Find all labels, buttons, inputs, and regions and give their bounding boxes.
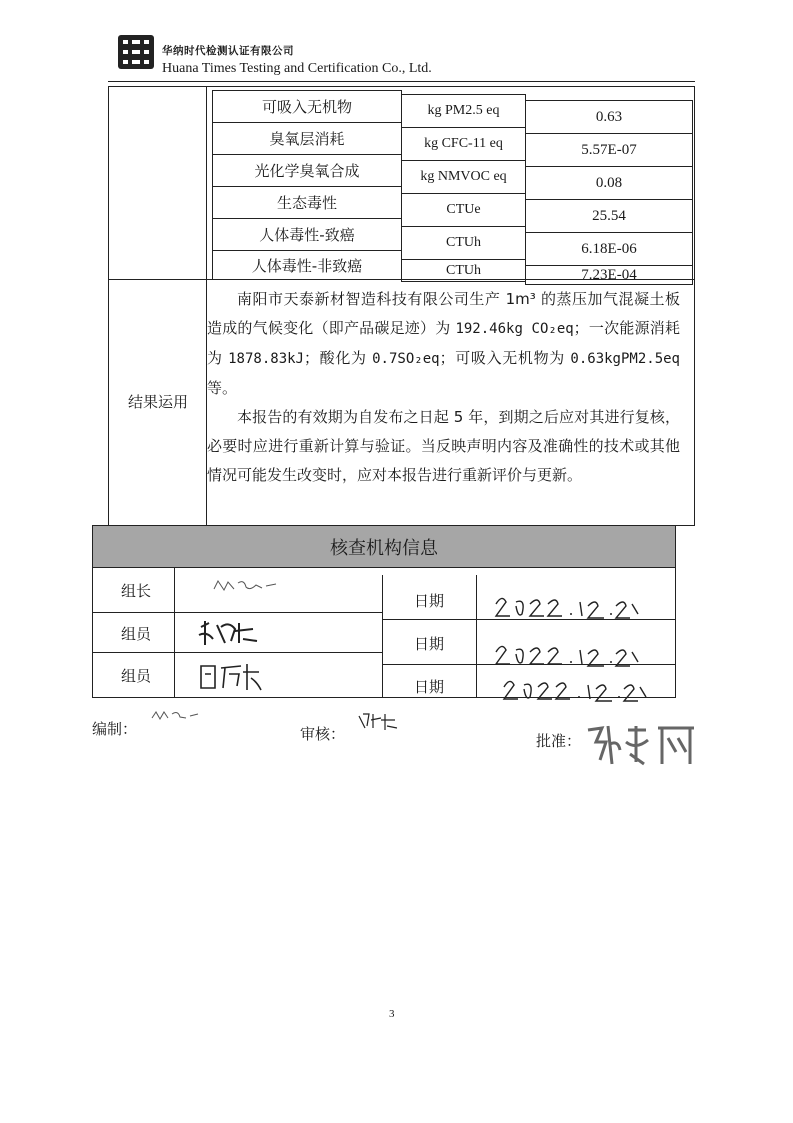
impact-category: 光化学臭氧合成 (212, 154, 402, 187)
result-text: 南阳市天泰新材智造科技有限公司生产 1m³ 的蒸压加气混凝土板造成的气候变化（即产品碳足迹）为 (207, 290, 680, 337)
leader-signature (210, 577, 280, 595)
member2-date (500, 675, 650, 705)
impact-unit: kg CFC-11 eq (401, 127, 526, 161)
review-section-title: 核查机构信息 (92, 525, 676, 568)
result-text: ；酸化为 (303, 349, 373, 367)
result-text: ；可吸入无机物为 (439, 349, 571, 367)
impact-category: 人体毒性-致癌 (212, 218, 402, 251)
acidification-value: 0.7SO₂eq (372, 351, 440, 367)
impact-value: 6.18E-06 (525, 232, 693, 266)
impact-unit: kg NMVOC eq (401, 160, 526, 194)
member1-date (492, 640, 642, 670)
header-divider (108, 81, 695, 82)
review-role: 组员 (121, 625, 152, 643)
member2-signature (195, 660, 270, 694)
reviewed-by-signature (355, 710, 400, 732)
impact-category: 人体毒性-非致癌 (212, 250, 402, 280)
reviewed-by-label: 审核： (300, 725, 346, 743)
page-number: 3 (389, 1008, 395, 1020)
result-text: 等。 (207, 379, 238, 397)
impact-unit: CTUe (401, 193, 526, 227)
inorganics-value: 0.63kgPM2.5eq (570, 351, 680, 367)
impact-category: 臭氧层消耗 (212, 122, 402, 155)
review-col-divider (382, 575, 383, 698)
result-paragraph-2: 本报告的有效期为自发布之日起 5 年，到期之后应对其进行复核，必要时应进行重新计算与验证。当反映声明内容及准确性的技术或其他情况可能发生改变时，应对本报告进行重新评价与更新。 (207, 408, 680, 484)
impact-unit: CTUh (401, 259, 526, 282)
impact-value: 7.23E-04 (525, 265, 693, 285)
review-role: 组长 (121, 582, 152, 600)
impact-value: 0.08 (525, 166, 693, 200)
review-row-divider (92, 652, 382, 653)
impact-value: 5.57E-07 (525, 133, 693, 167)
row-divider (108, 279, 695, 280)
impact-category: 可吸入无机物 (212, 90, 402, 123)
company-logo (117, 34, 155, 70)
compiled-by-signature (150, 708, 200, 722)
review-date-label: 日期 (414, 678, 445, 696)
energy-value: 1878.83kJ (228, 351, 304, 367)
result-text: ；一次能源消耗为 (207, 319, 680, 367)
review-col-divider (174, 567, 175, 698)
review-date-label: 日期 (414, 592, 445, 610)
member1-signature (195, 617, 265, 649)
impact-value: 0.63 (525, 100, 693, 134)
approved-by-label: 批准： (536, 732, 582, 750)
review-date-label: 日期 (414, 635, 445, 653)
compiled-by-label: 编制： (92, 720, 138, 738)
leader-date (492, 592, 642, 622)
org-name-en: Huana Times Testing and Certification Co., Ltd. (162, 61, 432, 76)
org-name-cn: 华纳时代检测认证有限公司 (162, 45, 294, 57)
result-usage-label: 结果运用 (127, 393, 188, 411)
impact-category: 生态毒性 (212, 186, 402, 219)
review-role: 组员 (121, 667, 152, 685)
result-paragraph-1 (207, 285, 680, 403)
impact-unit: CTUh (401, 226, 526, 260)
impact-value: 25.54 (525, 199, 693, 233)
review-row-divider (92, 612, 382, 613)
review-col-divider (476, 575, 477, 698)
impact-unit: kg PM2.5 eq (401, 94, 526, 128)
carbon-footprint-value: 192.46kg CO₂eq (455, 321, 574, 337)
approver-signature (582, 720, 702, 770)
